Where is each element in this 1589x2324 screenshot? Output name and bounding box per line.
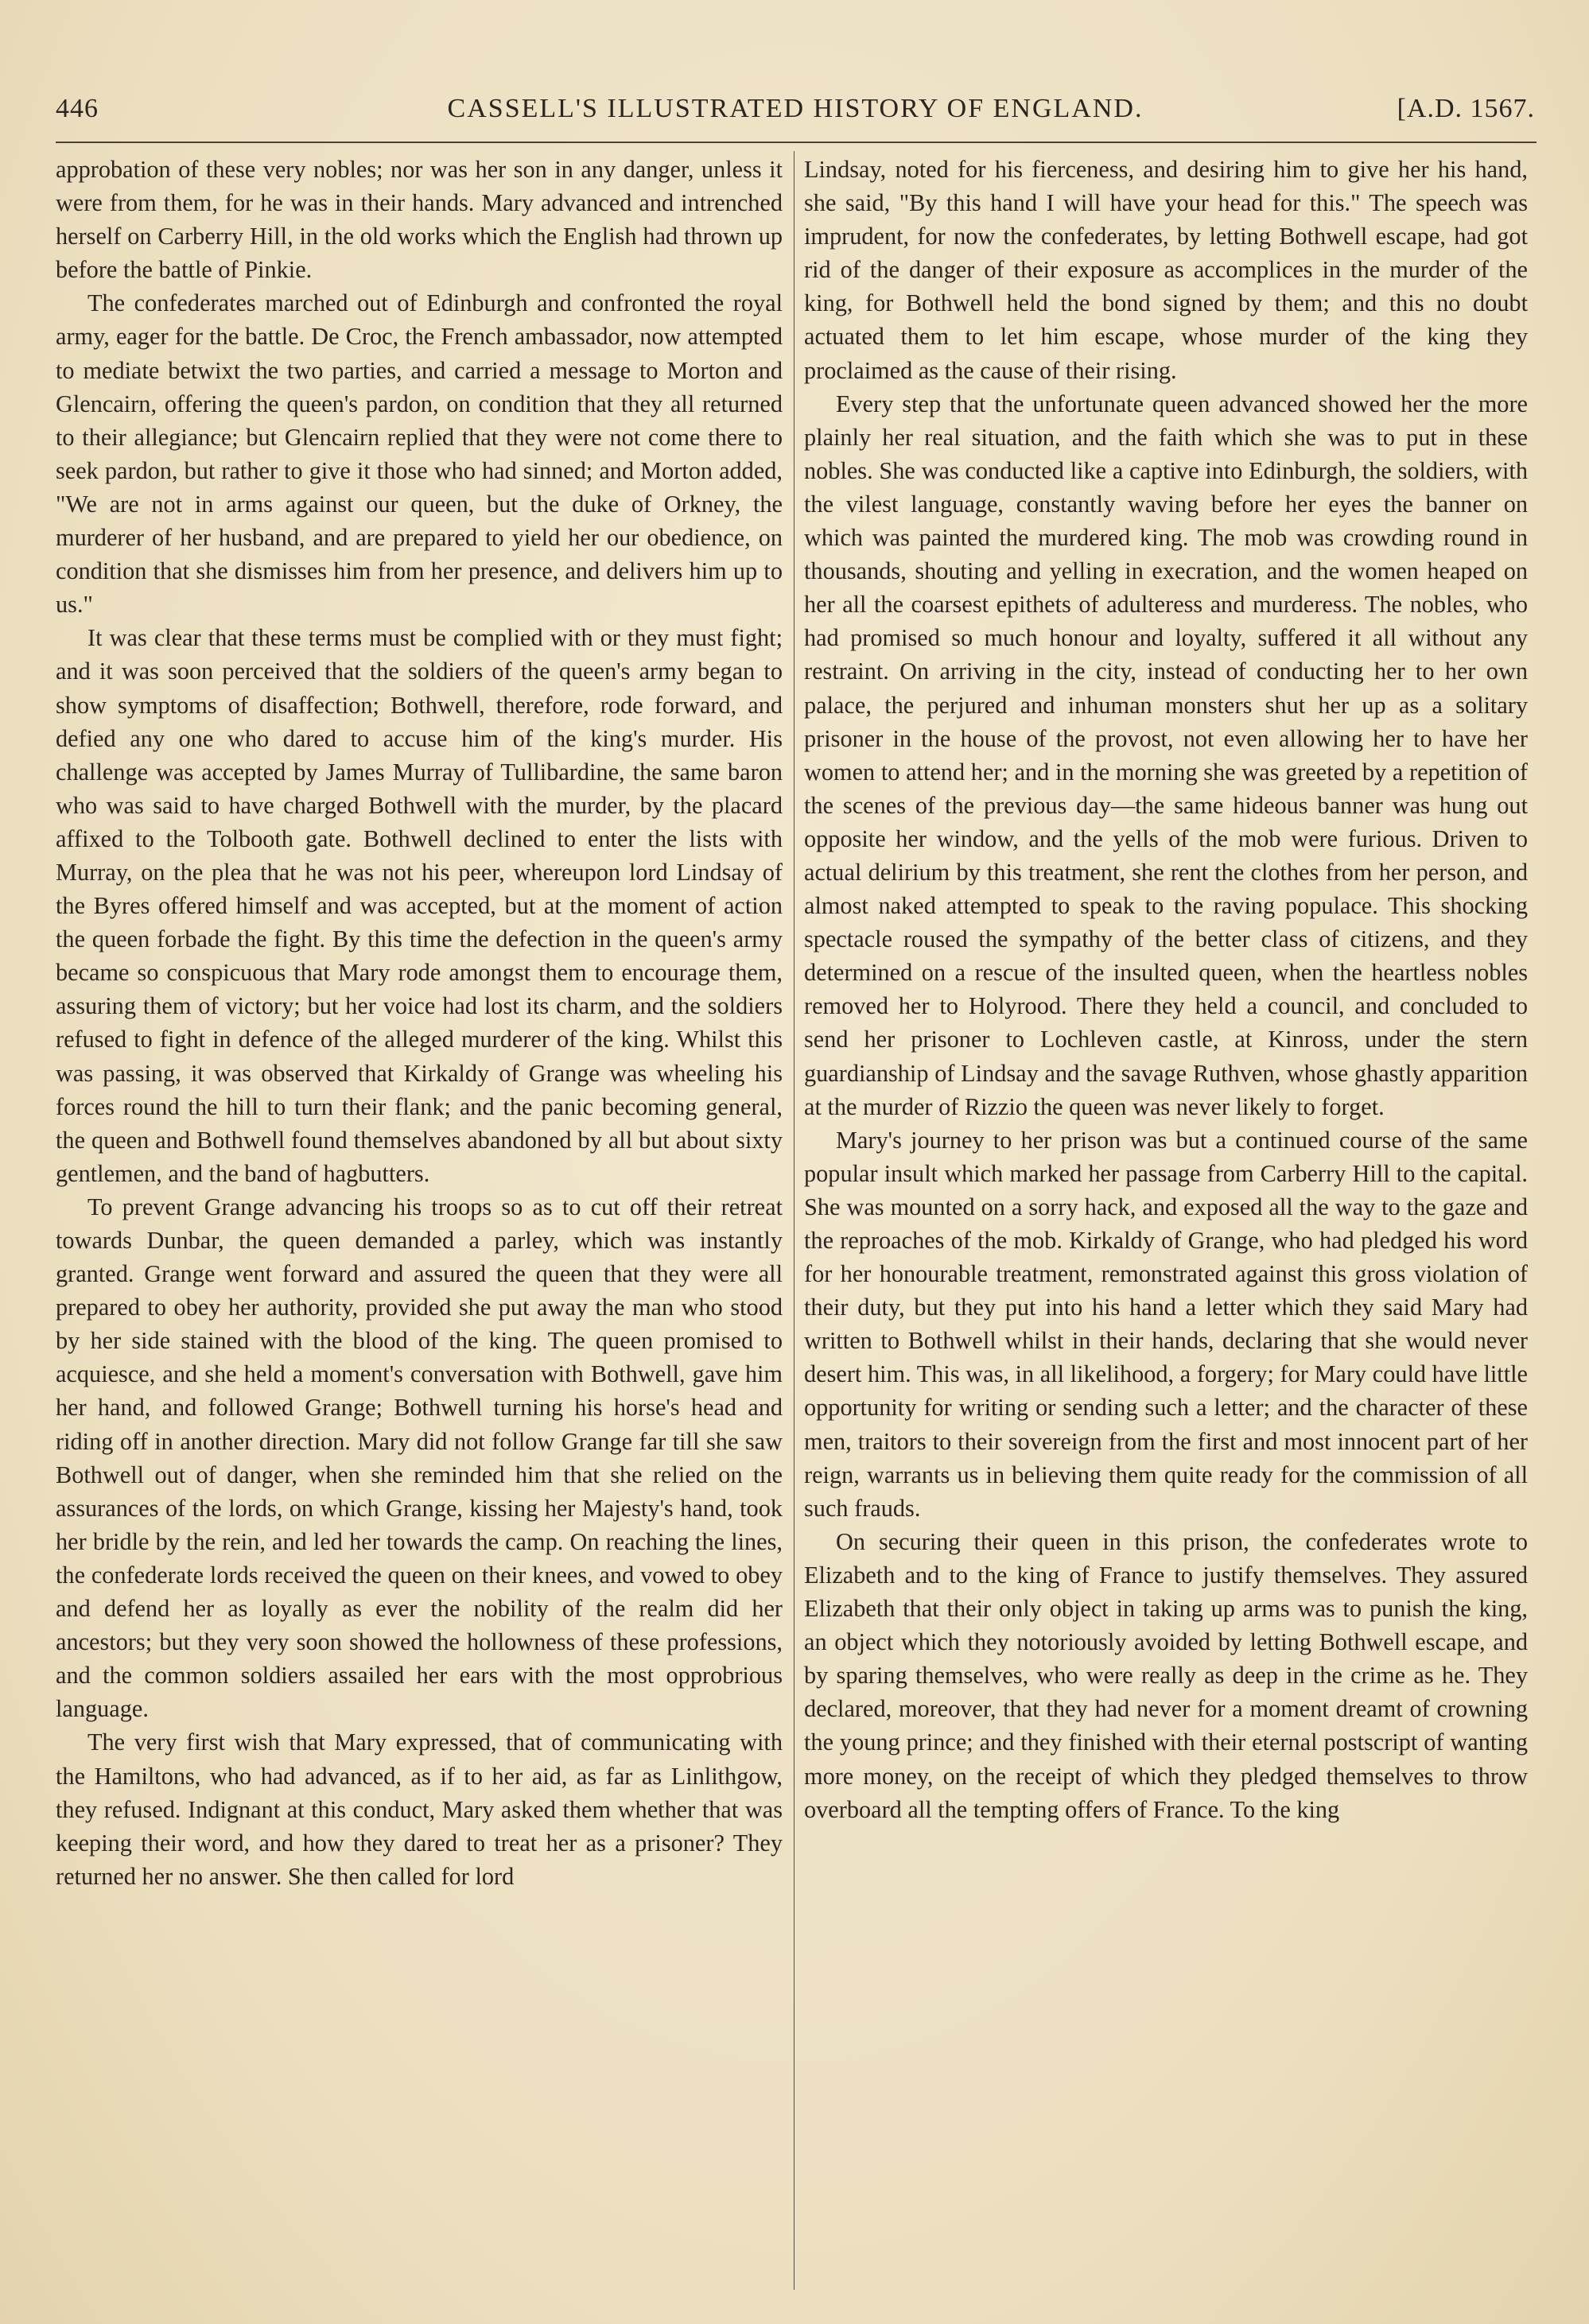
paragraph: On securing their queen in this prison, the confederates wrote to Elizabeth and to the king of France to justify themselves. They assured Elizabeth that their only object in taking up arms was to punish the king, an object which they notoriously avoided by letting Bothwell escape, and by sparing themselves, who were really as deep in the crime as he. They declared, moreover, that they had never for a moment dreamt of crowning the young prince; and they finished with their eternal postscript of wanting more money, on the receipt of which they pledged themselves to throw overboard all the tempting offers of France. To the king (804, 1527, 1528, 1823)
paragraph: Lindsay, noted for his fierceness, and desiring him to give her his hand, she said, "By this hand I will have your head for this." The speech was imprudent, for now the confederates, by letting Bothwell escape, had got rid of the danger of their exposure as accomplices in the murder of the king, for Bothwell held the bond signed by them; and this no doubt actuated them to let him escape, whose murder of the king they proclaimed as the cause of their rising. (804, 156, 1528, 384)
paragraph: It was clear that these terms must be complied with or they must fight; and it was soon perceived that the soldiers of the queen's army began to show symptoms of disaffection; Bothwell, therefore, rode forward, and defied any one who dared to accuse him of the king's murder. His challenge was accepted by James Murray of Tullibardine, the same baron who was said to have charged Bothwell with the murder, by the placard affixed to the Tolbooth gate. Bothwell declined to enter the lists with Murray, on the plea that he was not his peer, whereupon lord Lindsay of the Byres offered himself and was accepted, but at the moment of action the queen forbade the fight. By this time the defection in the queen's army became so conspicuous that Mary rode amongst them to encourage them, assuring them of victory; but her voice had lost its charm, and the soldiers refused to fight in defence of the alleged murderer of the king. Whilst this was passing, it was observed that Kirkaldy of Grange was wheeling his forces round the hill to turn their flank; and the panic becoming general, the queen and Bothwell found themselves abandoned by all but about sixty gentlemen, and the band of hagbutters. (56, 624, 783, 1187)
paragraph: The very first wish that Mary expressed, that of communicating with the Hamiltons, who had advanced, as if to her aid, as far as Linlithgow, they refused. Indignant at this conduct, Mary asked them whether that was keeping their word, and how they dared to treat her as a prisoner? They returned her no answer. She then called for lord (56, 1728, 783, 1890)
paragraph: To prevent Grange advancing his troops so as to cut off their retreat towards Dunbar, the queen demanded a parley, which was instantly granted. Grange went forward and assured the queen that they were all prepared to obey her authority, provided she put away the man who stood by her side stained with the blood of the king. The queen promised to acquiesce, and she held a moment's conversation with Bothwell, gave him her hand, and followed Grange; Bothwell turning his horse's head and riding off in another direction. Mary did not follow Grange far till she saw Bothwell out of danger, when she reminded him that she relied on the assurances of the lords, on which Grange, kissing her Majesty's hand, took her bridle by the rein, and led her towards the camp. On reaching the lines, the confederate lords received the queen on their knees, and vowed to obey and defend her as loyally as ever the nobility of the realm did her ancestors; but they very soon showed the hollowness of these professions, and the common soldiers assailed her ears with the most opprobrious language. (56, 1193, 783, 1723)
paragraph: The confederates marched out of Edinburgh and confronted the royal army, eager for the battle. De Croc, the French ambassador, now attempted to mediate betwixt the two parties, and carried a message to Morton and Glencairn, offering the queen's pardon, on condition that they all returned to their allegiance; but Glencairn replied that they were not come there to seek pardon, but rather to give it those who had sinned; and Morton added, "We are not in arms against our queen, but the duke of Orkney, the murderer of her husband, and are prepared to yield her our obedience, on condition that she dismisses him from her presence, and delivers him up to us." (56, 289, 783, 619)
paragraph: Mary's journey to her prison was but a continued course of the same popular insult which marked her passage from Carberry Hill to the capital. She was mounted on a sorry hack, and exposed all the way to the gaze and the reproaches of the mob. Kirkaldy of Grange, who had pledged his word for her honourable treatment, remonstrated against this gross violation of their duty, but they put into his hand a letter which they said Mary had written to Bothwell whilst in their hands, declaring that she would never desert him. This was, in all likelihood, a forgery; for Mary could have little opportunity for writing or sending such a letter; and the character of these men, traitors to their sovereign from the first and most innocent part of her reign, warrants us in believing them quite ready for the commission of all such frauds. (804, 1126, 1528, 1522)
paragraph: Every step that the unfortunate queen advanced showed her the more plainly her real situation, and the faith which she was to put in these nobles. She was conducted like a captive into Edinburgh, the soldiers, with the vilest language, constantly waving before her eyes the banner on which was painted the murdered king. The mob was crowding round in thousands, shouting and yelling in execration, and the women heaped on her all the coarsest epithets of adulteress and murderess. The nobles, who had promised so much honour and loyalty, suffered it all without any restraint. On arriving in the city, instead of conducting her to her own palace, the perjured and inhuman monsters shut her up as a solitary prisoner in the house of the provost, not even allowing her to have her women to attend her; and in the morning she was greeted by a repetition of the scenes of the previous day—the same hideous banner was hung out opposite her window, and the yells of the mob were furious. Driven to actual delirium by this treatment, she rent the clothes from her person, and almost naked attempted to speak to the raving populace. This shocking spectacle roused the sympathy of the better class of citizens, and they determined on a rescue of the insulted queen, when the heartless nobles removed her to Holyrood. There they held a council, and concluded to send her prisoner to Lochleven castle, at Kinross, under the stern guardianship of Lindsay and the savage Ruthven, whose ghastly apparition at the murder of Rizzio the queen was never likely to forget. (804, 390, 1528, 1120)
page-number: 446 (56, 94, 99, 123)
left-column (56, 153, 783, 1893)
header-year: [A.D. 1567. (1397, 94, 1535, 123)
paragraph: approbation of these very nobles; nor was her son in any danger, unless it were from them, for he was in their hands. Mary advanced and intrenched herself on Carberry Hill, in the old works which the English had thrown up before the battle of Pinkie. (56, 156, 783, 284)
running-title: CASSELL'S ILLUSTRATED HISTORY OF ENGLAND. (447, 94, 1144, 123)
right-column (804, 153, 1528, 1826)
header-rule (56, 142, 1537, 143)
page-header (56, 89, 1535, 132)
